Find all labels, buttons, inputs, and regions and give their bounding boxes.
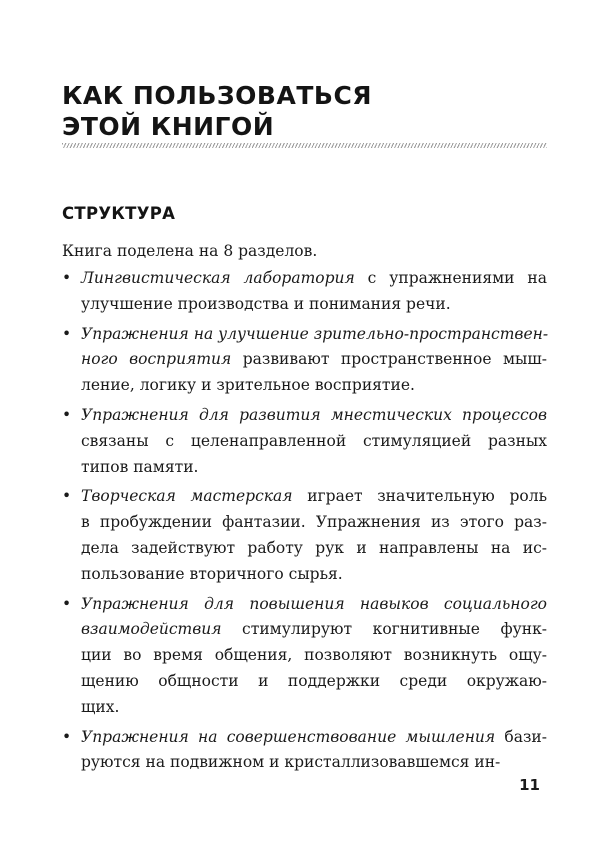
- list-item-text: в пробуждении фантазии. Упражнения из этого раз-: [81, 513, 547, 532]
- list-item-line: [81, 429, 547, 455]
- list-item-line: [81, 455, 547, 481]
- list-item-text: ции во время общения, позволяют возникнуть ощу-: [81, 646, 547, 665]
- list-item-text: щению общности и поддержки среди окружаю-: [81, 671, 547, 690]
- list-item: [62, 266, 547, 318]
- list-item-line: [81, 510, 547, 536]
- list-item-text: стимулируют когнитивные функ-: [221, 620, 547, 639]
- list-item-line: [81, 750, 547, 776]
- list-item-text: типов памяти.: [81, 457, 199, 476]
- list-item: [62, 322, 547, 399]
- chapter-title-line-2: ЭТОЙ КНИГОЙ: [62, 112, 275, 141]
- list-item-line: [81, 536, 547, 562]
- section-heading: СТРУКТУРА: [62, 204, 176, 223]
- list-item-line: [81, 373, 547, 399]
- page-number: 11: [519, 776, 540, 794]
- section-name: Упражнения на совершенствование мышления: [81, 727, 496, 746]
- list-item-text: ление, логику и зрительное восприятие.: [81, 376, 415, 395]
- section-name: ного восприятия: [81, 350, 232, 369]
- list-item-line: [81, 592, 547, 618]
- list-item-line: [81, 617, 547, 643]
- list-item-line: [81, 403, 547, 429]
- section-name: Лингвистическая лаборатория: [81, 269, 355, 287]
- list-item-line: [81, 562, 547, 588]
- list-item-text: с упражнениями на: [354, 269, 547, 287]
- list-item-text: улучшение производства и понимания речи.: [81, 294, 451, 313]
- sections-list: [62, 266, 547, 780]
- chapter-title-line-1: КАК ПОЛЬЗОВАТЬСЯ: [62, 81, 373, 110]
- bullet-marker: •: [62, 727, 72, 746]
- list-item-text: пользование вторичного сырья.: [81, 564, 343, 583]
- list-item: [62, 725, 547, 777]
- list-item-text: развивают пространственное мыш-: [231, 350, 547, 369]
- bullet-marker: •: [62, 324, 72, 343]
- list-item: [62, 403, 547, 480]
- list-item-line: [81, 266, 547, 292]
- list-item-text: играет значительную роль: [292, 487, 548, 506]
- bullet-marker: •: [62, 269, 72, 287]
- list-item-line: [81, 669, 547, 695]
- list-item-text: бази-: [495, 727, 547, 746]
- section-name: Упражнения на улучшение зрительно-пространствен-: [81, 324, 549, 343]
- list-item: [62, 592, 547, 721]
- list-item-line: [81, 643, 547, 669]
- list-item-line: [81, 292, 547, 318]
- section-name: взаимодействия: [81, 620, 222, 639]
- list-item-line: [81, 484, 547, 510]
- bullet-marker: •: [62, 487, 72, 506]
- list-item-line: [81, 695, 547, 721]
- list-item-text: щих.: [81, 697, 120, 716]
- list-item-text: руются на подвижном и кристаллизовавшемся ин-: [81, 753, 501, 772]
- list-item-line: [81, 725, 547, 751]
- intro-paragraph: Книга поделена на 8 разделов.: [62, 242, 318, 260]
- bullet-marker: •: [62, 594, 72, 613]
- list-item-line: [81, 322, 547, 348]
- list-item-line: [81, 347, 547, 373]
- list-item-text: связаны с целенаправленной стимуляцией разных: [81, 431, 547, 450]
- chapter-title: [62, 80, 372, 142]
- list-item-text: дела задействуют работу рук и направлены на ис-: [81, 538, 547, 557]
- section-name: Упражнения для развития мнестических процессов: [81, 405, 547, 424]
- section-name: Упражнения для повышения навыков социального: [81, 594, 547, 613]
- hatched-divider: [62, 143, 547, 148]
- list-item: [62, 484, 547, 587]
- section-name: Творческая мастерская: [81, 487, 293, 506]
- bullet-marker: •: [62, 405, 72, 424]
